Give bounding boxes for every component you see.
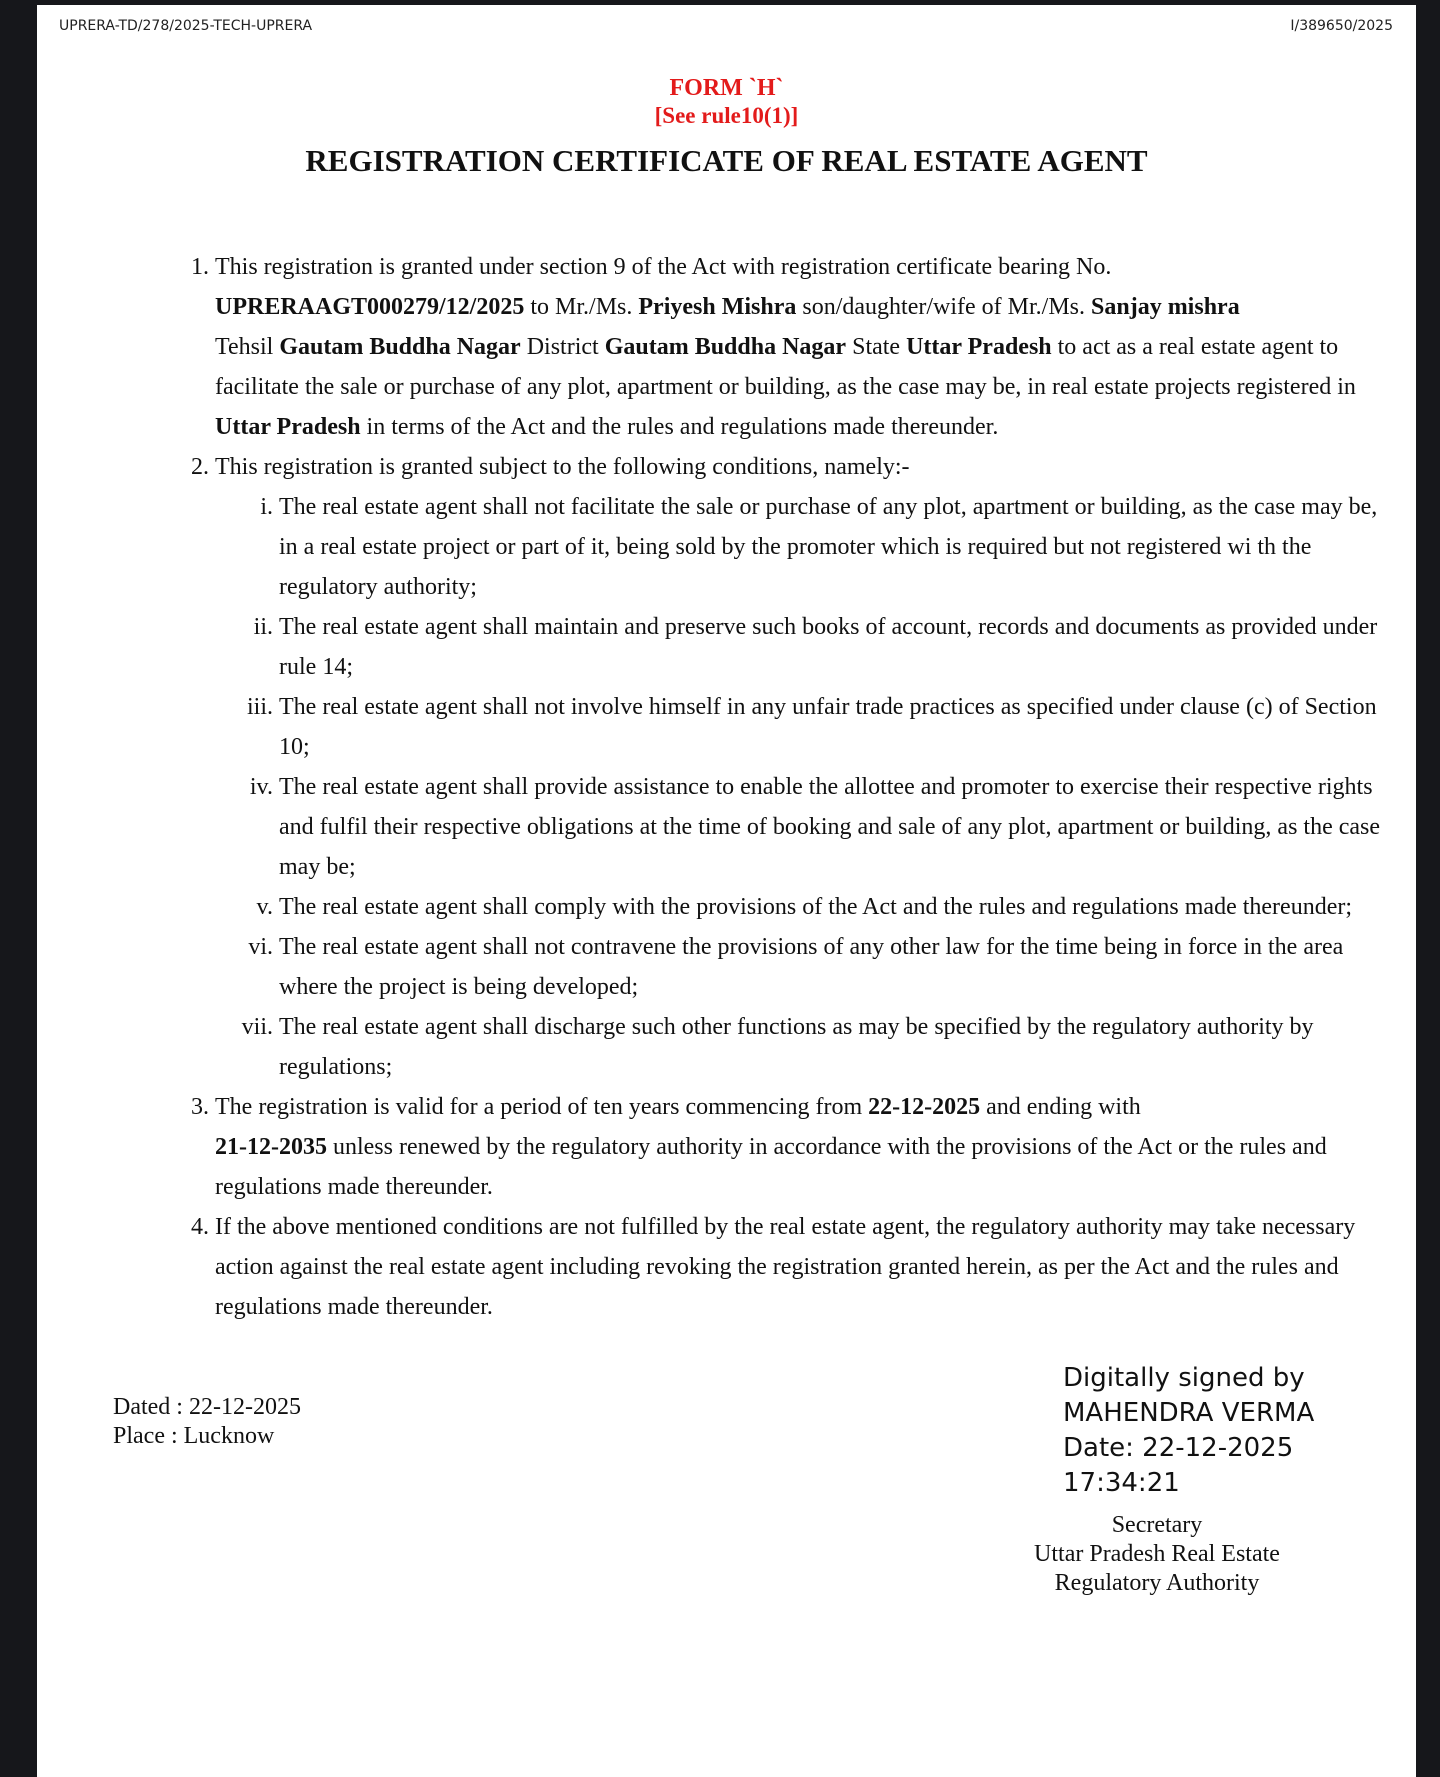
text: unless renewed by the regulatory authority in accordance with the provisions of the Act or the rules and regulations made thereunder. — [215, 1134, 1327, 1200]
text: to Mr./Ms. — [524, 294, 639, 320]
form-rule: [See rule10(1)] — [654, 103, 799, 128]
valid-from: 22-12-2025 — [868, 1094, 981, 1120]
project-state: Uttar Pradesh — [215, 414, 361, 440]
clause-3 — [153, 1087, 1383, 1207]
signature-date: Date: 22-12-2025 — [1063, 1433, 1294, 1463]
clause-number: 3. — [191, 1094, 209, 1120]
condition-iii — [153, 687, 1383, 767]
registration-number: UPRERAAGT000279/12/2025 — [215, 294, 525, 320]
district: Gautam Buddha Nagar — [604, 334, 847, 360]
clause-1 — [153, 247, 1383, 447]
text: The registration is valid for a period of ten years commencing from — [215, 1094, 869, 1120]
authority-name: Uttar Pradesh Real Estate — [1034, 1541, 1280, 1567]
text: Tehsil — [215, 334, 280, 360]
signature-time: 17:34:21 — [1063, 1468, 1180, 1498]
text: to act as a real estate agent to facilitate the sale or purchase of any plot, apartment or building, as the case may be, in real estate projects registered in — [215, 334, 1356, 400]
document-reference: UPRERA-TD/278/2025-TECH-UPRERA — [59, 18, 313, 34]
condition-text: The real estate agent shall provide assistance to enable the allottee and promoter to exercise their respective rights and fulfil their respective obligations at the time of booking and sale of any plot, apartment or building, as the case may be; — [279, 774, 1381, 880]
condition-i — [153, 487, 1383, 607]
condition-text: The real estate agent shall comply with the provisions of the Act and the rules and regulations made thereunder; — [279, 894, 1353, 920]
text: This registration is granted under section 9 of the Act with registration certificate bearing No. — [215, 254, 1112, 280]
certificate-page — [37, 5, 1416, 1777]
clause-2 — [153, 447, 1383, 487]
condition-text: The real estate agent shall discharge such other functions as may be specified by the regulatory authority by regulations; — [279, 1014, 1314, 1080]
inward-number: I/389650/2025 — [1290, 18, 1393, 34]
clause-number: 1. — [191, 254, 209, 280]
certificate-body — [153, 247, 1383, 1327]
condition-vi — [153, 927, 1383, 1007]
condition-vii — [153, 1007, 1383, 1087]
text: State — [846, 334, 907, 360]
condition-text: The real estate agent shall not contravene the provisions of any other law for the time being in force in the area where the project is being developed; — [279, 934, 1344, 1000]
clause-text: If the above mentioned conditions are not fulfilled by the real estate agent, the regulatory authority may take necessary action against the real estate agent including revoking the registration granted herein, as per the Act and the rules and regulations made thereunder. — [215, 1214, 1356, 1320]
condition-number: vii. — [241, 1014, 273, 1040]
text: in terms of the Act and the rules and regulations made thereunder. — [360, 414, 999, 440]
valid-to: 21-12-2035 — [215, 1134, 327, 1160]
dated: Dated : 22-12-2025 — [113, 1394, 301, 1420]
condition-number: i. — [260, 494, 273, 520]
text: son/daughter/wife of Mr./Ms. — [796, 294, 1091, 320]
clause-text: This registration is granted subject to the following conditions, namely:- — [215, 454, 910, 480]
condition-number: vi. — [248, 934, 273, 960]
designation: Secretary — [1111, 1512, 1203, 1538]
place: Place : Lucknow — [113, 1423, 275, 1449]
clause-number: 4. — [191, 1214, 209, 1240]
condition-text: The real estate agent shall not involve himself in any unfair trade practices as specified under clause (c) of Section 10; — [279, 694, 1377, 760]
condition-v — [153, 887, 1383, 927]
state: Uttar Pradesh — [906, 334, 1052, 360]
condition-number: iv. — [249, 774, 273, 800]
tehsil: Gautam Buddha Nagar — [279, 334, 521, 360]
condition-iv — [153, 767, 1383, 887]
condition-text: The real estate agent shall maintain and preserve such books of account, records and documents as provided under rule 14; — [279, 614, 1378, 680]
parent-name: Sanjay mishra — [1091, 294, 1240, 320]
signature-line: Digitally signed by — [1063, 1363, 1305, 1393]
condition-number: v. — [256, 894, 273, 920]
clause-number: 2. — [191, 454, 209, 480]
condition-ii — [153, 607, 1383, 687]
condition-number: ii. — [253, 614, 273, 640]
signing-authority — [997, 1511, 1317, 1598]
agent-name: Priyesh Mishra — [638, 294, 797, 320]
authority-name-cont: Regulatory Authority — [1054, 1570, 1260, 1596]
form-name: FORM `H` — [669, 75, 784, 101]
condition-number: iii. — [246, 694, 273, 720]
text: and ending with — [980, 1094, 1141, 1120]
digital-signature — [1063, 1361, 1314, 1501]
text: District — [520, 334, 605, 360]
signer-name: MAHENDRA VERMA — [1063, 1398, 1315, 1428]
clause-4 — [153, 1207, 1383, 1327]
date-place — [113, 1393, 301, 1451]
certificate-title: REGISTRATION CERTIFICATE OF REAL ESTATE AGENT — [305, 143, 1148, 178]
condition-text: The real estate agent shall not facilitate the sale or purchase of any plot, apartment or building, as the case may be, in a real estate project or part of it, being sold by the promoter which is required but not registered wi th the regulatory authority; — [279, 494, 1378, 600]
